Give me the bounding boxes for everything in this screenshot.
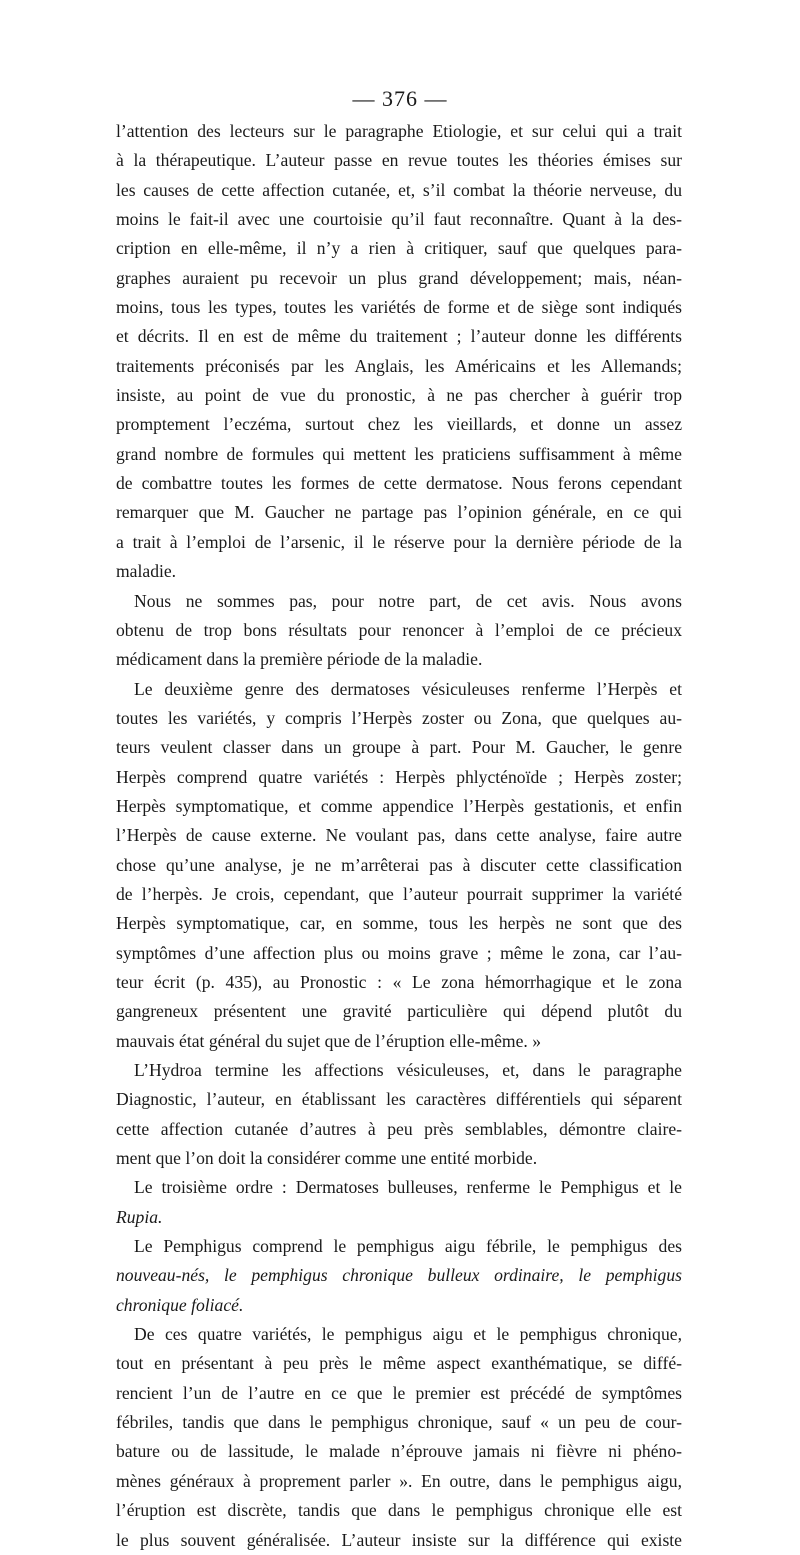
text-line: cription en elle-même, il n’y a rien à critiquer, sauf que quelques para- bbox=[116, 238, 682, 259]
text-line: gangreneux présentent une gravité particulière qui dépend plutôt du bbox=[116, 1001, 682, 1022]
text-line: mènes généraux à proprement parler ». En outre, dans le pemphigus aigu, bbox=[116, 1470, 682, 1491]
text-line: moins, tous les types, toutes les variétés de forme et de siège sont indiqués bbox=[116, 297, 682, 318]
text-line: Le troisième ordre : Dermatoses bulleuses, renferme le Pemphigus et le bbox=[134, 1177, 682, 1198]
text-line: le plus souvent généralisée. L’auteur insiste sur la différence qui existe bbox=[116, 1529, 682, 1550]
text-line: à la thérapeutique. L’auteur passe en revue toutes les théories émises sur bbox=[116, 150, 682, 171]
text-line: grand nombre de formules qui mettent les praticiens suffisamment à même bbox=[116, 443, 682, 464]
text-line: maladie. bbox=[116, 561, 177, 582]
page-number: — 376 — bbox=[352, 86, 448, 111]
text-line: L’Hydroa termine les affections vésiculeuses, et, dans le paragraphe bbox=[134, 1060, 682, 1080]
text-line: insiste, au point de vue du pronostic, à ne pas chercher à guérir trop bbox=[116, 385, 682, 406]
text-line: tout en présentant à peu près le même aspect exanthématique, se diffé- bbox=[116, 1353, 682, 1374]
text-line: ment que l’on doit la considérer comme une entité morbide. bbox=[116, 1148, 538, 1169]
text-line: nouveau-nés, le pemphigus chronique bulleux ordinaire, le pemphigus bbox=[116, 1265, 682, 1286]
body-text bbox=[116, 117, 682, 1555]
text-line: fébriles, tandis que dans le pemphigus chronique, sauf « un peu de cour- bbox=[116, 1412, 682, 1433]
text-line: l’éruption est discrète, tandis que dans le pemphigus chronique elle est bbox=[116, 1500, 682, 1521]
text-line: Le Pemphigus comprend le pemphigus aigu fébrile, le pemphigus des bbox=[134, 1236, 682, 1257]
text-line: cette affection cutanée d’autres à peu près semblables, démontre claire- bbox=[116, 1118, 682, 1139]
text-line: Rupia. bbox=[116, 1206, 163, 1227]
text-line: symptômes d’une affection plus ou moins grave ; même le zona, car l’au- bbox=[116, 942, 682, 963]
text-line: obtenu de trop bons résultats pour renoncer à l’emploi de ce précieux bbox=[116, 619, 682, 640]
text-line: toutes les variétés, y compris l’Herpès zoster ou Zona, que quelques au- bbox=[116, 707, 682, 728]
text-line: graphes auraient pu recevoir un plus grand développement; mais, néan- bbox=[116, 267, 682, 288]
text-line: rencient l’un de l’autre en ce que le premier est précédé de symptômes bbox=[116, 1382, 682, 1403]
text-line: a trait à l’emploi de l’arsenic, il le réserve pour la dernière période de la bbox=[116, 531, 682, 552]
text-line: Herpès comprend quatre variétés : Herpès phlycténoïde ; Herpès zoster; bbox=[116, 766, 682, 787]
text-line: médicament dans la première période de la maladie. bbox=[116, 649, 483, 670]
text-line: chose qu’une analyse, je ne m’arrêterai pas à discuter cette classification bbox=[116, 854, 682, 875]
text-line: bature ou de lassitude, le malade n’éprouve jamais ni fièvre ni phéno- bbox=[116, 1441, 682, 1462]
text-line: moins le fait-il avec une courtoisie qu’il faut reconnaître. Quant à la des- bbox=[116, 209, 682, 230]
text-line: traitements préconisés par les Anglais, les Américains et les Allemands; bbox=[116, 355, 682, 376]
text-line: l’attention des lecteurs sur le paragraphe Etiologie, et sur celui qui a trait bbox=[116, 121, 682, 141]
text-line: promptement l’eczéma, surtout chez les vieillards, et donne un assez bbox=[116, 414, 682, 435]
text-line: chronique foliacé. bbox=[116, 1294, 244, 1315]
text-line: teurs veulent classer dans un groupe à part. Pour M. Gaucher, le genre bbox=[116, 737, 682, 758]
text-line: les causes de cette affection cutanée, et, s’il combat la théorie nerveuse, du bbox=[116, 179, 682, 200]
text-line: teur écrit (p. 435), au Pronostic : « Le zona hémorrhagique et le zona bbox=[116, 971, 682, 992]
text-line: l’Herpès de cause externe. Ne voulant pas, dans cette analyse, faire autre bbox=[116, 825, 682, 846]
text-line: Diagnostic, l’auteur, en établissant les caractères différentiels qui séparent bbox=[116, 1089, 682, 1110]
text-line: de combattre toutes les formes de cette dermatose. Nous ferons cependant bbox=[116, 473, 682, 494]
text-line: de l’herpès. Je crois, cependant, que l’auteur pourrait supprimer la variété bbox=[116, 883, 682, 904]
text-line: De ces quatre variétés, le pemphigus aigu et le pemphigus chronique, bbox=[134, 1324, 682, 1345]
text-line: Le deuxième genre des dermatoses vésiculeuses renferme l’Herpès et bbox=[134, 678, 682, 699]
text-line: Nous ne sommes pas, pour notre part, de cet avis. Nous avons bbox=[134, 590, 682, 611]
text-line: Herpès symptomatique, et comme appendice l’Herpès gestationis, et enfin bbox=[116, 795, 682, 816]
text-line: mauvais état général du sujet que de l’éruption elle-même. » bbox=[116, 1030, 542, 1051]
text-line: Herpès symptomatique, car, en somme, tous les herpès ne sont que des bbox=[116, 913, 682, 934]
text-line: et décrits. Il en est de même du traitement ; l’auteur donne les différents bbox=[116, 326, 682, 347]
text-line: remarquer que M. Gaucher ne partage pas l’opinion générale, en ce qui bbox=[116, 502, 682, 523]
